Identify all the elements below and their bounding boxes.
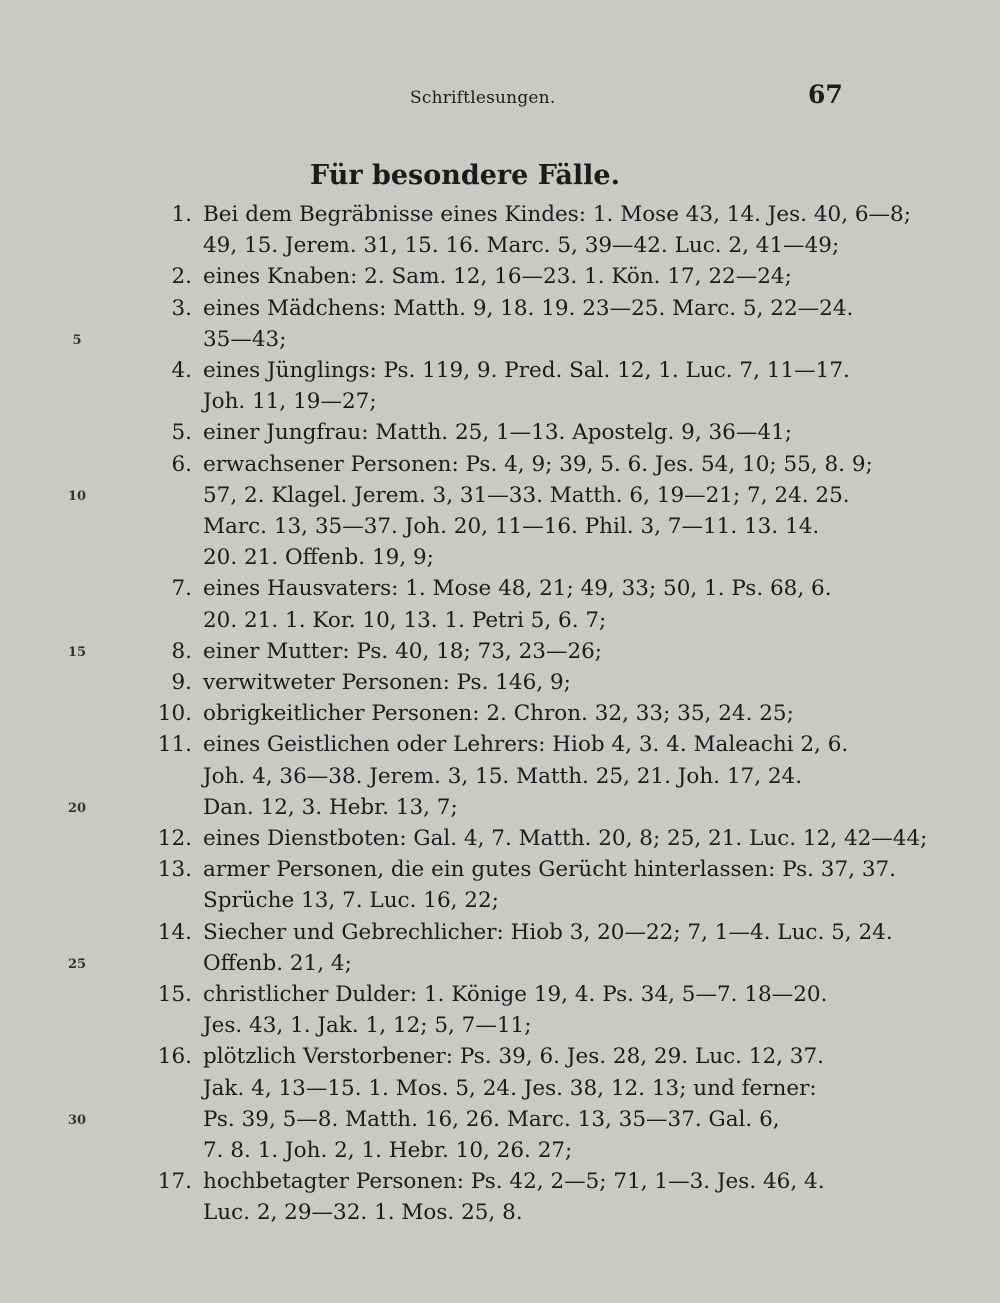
entry-number: 8. [171, 638, 192, 664]
entry-text: eines Knaben: 2. Sam. 12, 16—23. 1. Kön. 17, 22—24; [203, 264, 792, 290]
entry-continuation-line [0, 542, 1000, 573]
entry-number: 2. [171, 264, 192, 290]
entry-text: Offenb. 21, 4; [203, 950, 352, 976]
entry-number: 6. [171, 451, 192, 477]
entry-text: Siecher und Gebrechlicher: Hiob 3, 20—22; 7, 1—4. Luc. 5, 24. [203, 919, 893, 945]
entry-number: 12. [157, 826, 192, 851]
entry-number: 7. [171, 576, 192, 602]
margin-line-number: 25 [67, 956, 87, 972]
entry-line [0, 698, 1000, 729]
entry-text: einer Jungfrau: Matth. 25, 1—13. Apostelg. 9, 36—41; [203, 420, 792, 446]
entry-text: Jes. 43, 1. Jak. 1, 12; 5, 7—11; [203, 1013, 532, 1039]
margin-line-number: 20 [67, 800, 87, 816]
running-head: Schriftlesungen. [410, 88, 556, 108]
entry-number: 4. [171, 358, 192, 383]
entry-text: 35—43; [203, 326, 287, 352]
entry-text: erwachsener Personen: Ps. 4, 9; 39, 5. 6. Jes. 54, 10; 55, 8. 9; [203, 451, 873, 477]
margin-line-number: 10 [67, 488, 87, 504]
entry-continuation-line [0, 1197, 1000, 1228]
entry-number: 5. [171, 420, 192, 446]
entry-text: 20. 21. 1. Kor. 10, 13. 1. Petri 5, 6. 7; [203, 607, 607, 633]
entry-line [0, 729, 1000, 760]
page-number: 67 [808, 80, 843, 109]
entry-text: 20. 21. Offenb. 19, 9; [203, 545, 434, 571]
entry-continuation-line [0, 511, 1000, 542]
entry-continuation-line [0, 386, 1000, 417]
entry-text: eines Hausvaters: 1. Mose 48, 21; 49, 33; 50, 1. Ps. 68, 6. [203, 576, 832, 602]
entry-text: eines Geistlichen oder Lehrers: Hiob 4, 3. 4. Maleachi 2, 6. [203, 732, 849, 758]
entry-line [0, 293, 1000, 324]
entry-text: einer Mutter: Ps. 40, 18; 73, 23—26; [203, 638, 603, 664]
entry-line [0, 573, 1000, 604]
margin-line-number: 5 [72, 332, 82, 348]
entry-text: 49, 15. Jerem. 31, 15. 16. Marc. 5, 39—42. Luc. 2, 41—49; [203, 233, 840, 259]
entry-text: Joh. 4, 36—38. Jerem. 3, 15. Matth. 25, 21. Joh. 17, 24. [203, 763, 803, 789]
entry-number: 15. [157, 982, 192, 1007]
entry-line [0, 417, 1000, 448]
entry-line [0, 449, 1000, 480]
entry-number: 13. [157, 857, 192, 883]
entry-text: Jak. 4, 13—15. 1. Mos. 5, 24. Jes. 38, 12. 13; und ferner: [203, 1075, 817, 1101]
margin-line-number: 15 [67, 644, 87, 660]
entry-text: 57, 2. Klagel. Jerem. 3, 31—33. Matth. 6, 19—21; 7, 24. 25. [203, 482, 850, 508]
entry-text: Marc. 13, 35—37. Joh. 20, 11—16. Phil. 3, 7—11. 13. 14. [203, 514, 820, 539]
entry-number: 11. [157, 732, 192, 758]
entry-continuation-line [0, 792, 1000, 823]
entry-continuation-line [0, 230, 1000, 261]
entry-line [0, 823, 1000, 854]
entry-continuation-line [0, 948, 1000, 979]
entry-number: 16. [157, 1044, 192, 1070]
entry-line [0, 1166, 1000, 1197]
entry-line [0, 261, 1000, 292]
entry-text: eines Jünglings: Ps. 119, 9. Pred. Sal. 12, 1. Luc. 7, 11—17. [203, 358, 850, 383]
entry-continuation-line [0, 1135, 1000, 1166]
entry-continuation-line [0, 480, 1000, 511]
entry-text: obrigkeitlicher Personen: 2. Chron. 32, 33; 35, 24. 25; [203, 701, 794, 727]
entry-line [0, 355, 1000, 386]
entry-text: 7. 8. 1. Joh. 2, 1. Hebr. 10, 26. 27; [203, 1138, 573, 1163]
entry-line [0, 979, 1000, 1010]
entry-number: 10. [157, 701, 192, 727]
entry-text: Dan. 12, 3. Hebr. 13, 7; [203, 794, 458, 820]
entry-continuation-line [0, 324, 1000, 355]
entry-continuation-line [0, 1073, 1000, 1104]
entry-number: 3. [171, 295, 192, 321]
entry-text: armer Personen, die ein gutes Gerücht hinterlassen: Ps. 37, 37. [203, 857, 897, 883]
entry-line [0, 199, 1000, 230]
entry-continuation-line [0, 761, 1000, 792]
entry-number: 1. [171, 202, 192, 227]
entry-text: Bei dem Begräbnisse eines Kindes: 1. Mose 43, 14. Jes. 40, 6—8; [203, 202, 911, 227]
entry-number: 14. [157, 919, 192, 945]
entry-text: Ps. 39, 5—8. Matth. 16, 26. Marc. 13, 35—37. Gal. 6, [203, 1106, 780, 1132]
margin-line-number: 30 [67, 1112, 87, 1128]
entry-line [0, 1041, 1000, 1072]
entry-text: verwitweter Personen: Ps. 146, 9; [203, 670, 571, 695]
entry-line [0, 854, 1000, 885]
entry-continuation-line [0, 1010, 1000, 1041]
entry-text: Joh. 11, 19—27; [203, 389, 377, 415]
entry-text: Sprüche 13, 7. Luc. 16, 22; [203, 888, 499, 914]
entry-text: eines Dienstboten: Gal. 4, 7. Matth. 20, 8; 25, 21. Luc. 12, 42—44; [203, 826, 928, 851]
entry-number: 17. [157, 1169, 192, 1195]
entry-line [0, 667, 1000, 698]
entry-text: hochbetagter Personen: Ps. 42, 2—5; 71, 1—3. Jes. 46, 4. [203, 1169, 825, 1195]
entry-continuation-line [0, 885, 1000, 916]
entry-text: eines Mädchens: Matth. 9, 18. 19. 23—25. Marc. 5, 22—24. [203, 295, 854, 321]
entry-continuation-line [0, 1104, 1000, 1135]
entry-text: plötzlich Verstorbener: Ps. 39, 6. Jes. 28, 29. Luc. 12, 37. [203, 1044, 825, 1070]
section-title: Für besondere Fälle. [310, 160, 620, 191]
entry-text: Luc. 2, 29—32. 1. Mos. 25, 8. [203, 1200, 523, 1226]
entry-text: christlicher Dulder: 1. Könige 19, 4. Ps. 34, 5—7. 18—20. [203, 982, 828, 1007]
entry-line [0, 636, 1000, 667]
entry-continuation-line [0, 605, 1000, 636]
entry-line [0, 917, 1000, 948]
entry-number: 9. [171, 670, 192, 695]
